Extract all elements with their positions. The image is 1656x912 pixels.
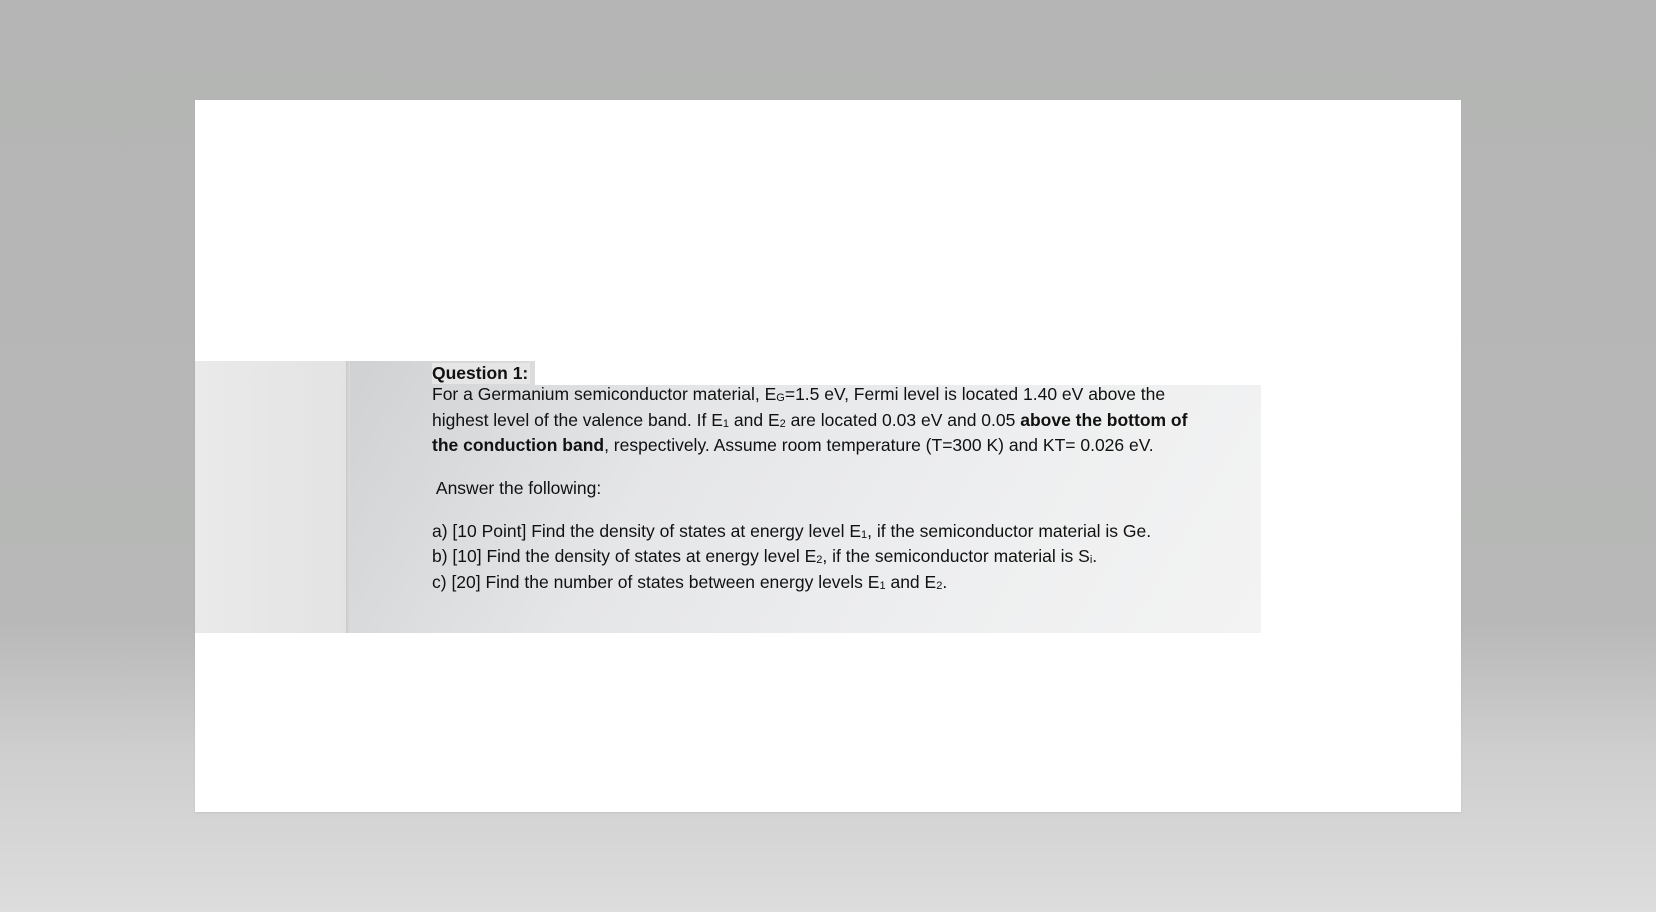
item-b-subscript-i: i — [1089, 554, 1093, 567]
spacer — [432, 457, 1192, 478]
item-a — [432, 521, 1192, 546]
panel-left-band — [195, 361, 348, 633]
subscript-g: G — [776, 392, 785, 405]
subscript-1: 1 — [722, 417, 730, 430]
question-intro — [432, 384, 1192, 456]
item-c-text-1: c) [20] Find the number of states between energy levels E — [432, 571, 880, 592]
item-c-text-3: . — [942, 571, 948, 592]
item-c — [432, 572, 1192, 597]
item-b-text-2: , if the semiconductor material is S — [822, 546, 1090, 567]
question-title-line — [432, 363, 1192, 384]
spacer — [432, 499, 1192, 520]
item-b-text-1: b) [10] Find the density of states at energy level E — [432, 546, 817, 567]
intro-bold-text: above the bottom of the conduction band — [432, 409, 1188, 456]
intro-text-2: =1.5 eV, Fermi level is located 1.40 eV above the highest level of the valence band. If E — [432, 384, 1166, 430]
question-title: Question 1: — [432, 363, 529, 383]
intro-text-5: , respectively. Assume room temperature (T=300 K) and KT= 0.026 eV. — [604, 435, 1154, 456]
item-b — [432, 546, 1192, 571]
intro-text-1: For a Germanium semiconductor material, E — [432, 384, 777, 405]
question-block — [432, 363, 1192, 597]
item-c-subscript-2: 2 — [936, 579, 943, 592]
intro-text-3: and E — [729, 409, 780, 430]
item-a-text-1: a) [10 Point] Find the density of states at energy level E — [432, 520, 861, 541]
subscript-2: 2 — [779, 417, 786, 430]
item-c-text-2: and E — [885, 571, 937, 592]
intro-text-4: are located 0.03 eV and 0.05 — [785, 409, 1021, 430]
item-a-subscript: 1 — [861, 528, 868, 541]
item-c-subscript-1: 1 — [879, 579, 886, 592]
item-b-text-3: . — [1092, 546, 1098, 567]
document-page — [195, 100, 1461, 812]
item-a-text-2: , if the semiconductor material is Ge. — [867, 520, 1152, 541]
answer-prompt: Answer the following: — [432, 478, 602, 499]
item-b-subscript: 2 — [816, 554, 823, 567]
